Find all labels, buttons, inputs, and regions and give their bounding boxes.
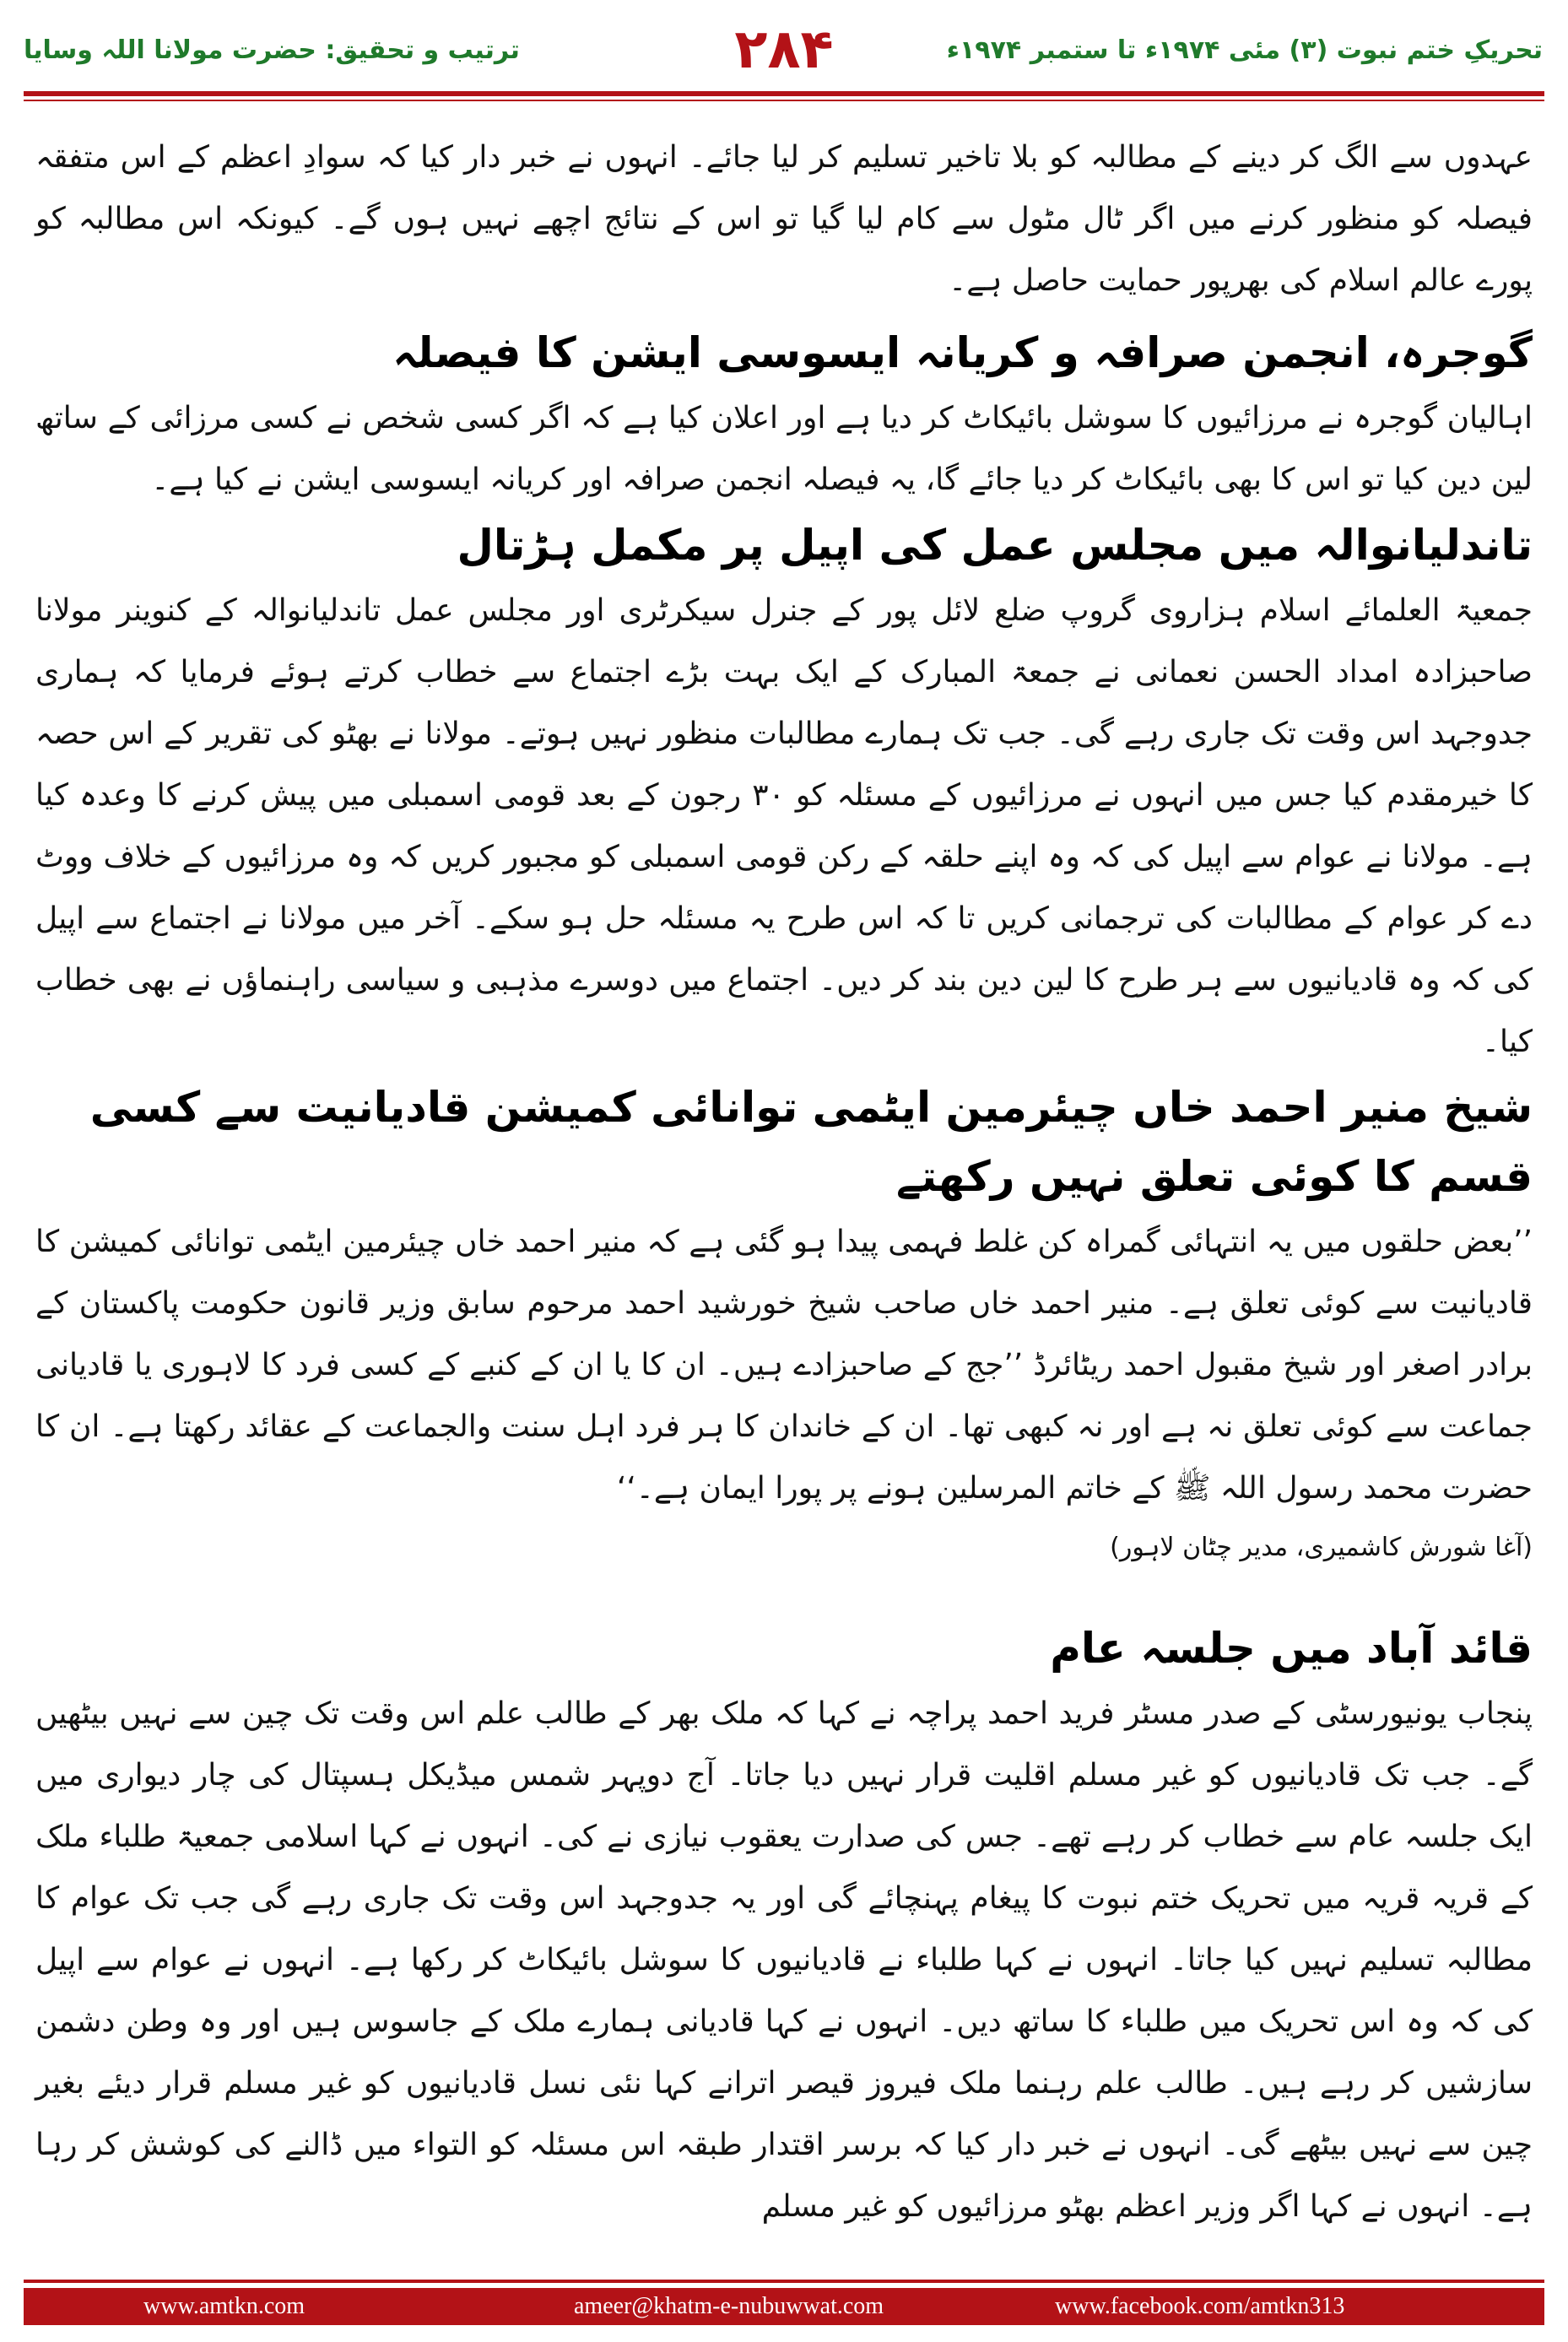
page-body — [35, 127, 1533, 2237]
footer-website-link[interactable]: www.amtkn.com — [143, 2293, 305, 2319]
header-rule-thin — [24, 100, 1544, 101]
header-rule-thick — [24, 91, 1544, 96]
section-heading-gojra: گوجرہ، انجمن صرافہ و کریانہ ایسوسی ایشن کا فیصلہ — [392, 328, 1533, 377]
paragraph-qaidabad: پنجاب یونیورسٹی کے صدر مسٹر فرید احمد پراچہ نے کہا کہ ملک بھر کے طالب علم اس وقت تک چین سے نہیں بیٹھیں گے۔ جب تک قادیانیوں کو غیر مسلم اقلیت قرار نہیں دیا جاتا۔ آج دوپہر شمس میڈیکل ہسپتال کی چار دیواری میں ایک جلسہ عام سے خطاب کر رہے تھے۔ جس کی صدارت یعقوب نیازی نے کی۔ انہوں نے کہا اسلامی جمعیۃ طلباء ملک کے قریہ قریہ میں تحریک ختم نبوت کا پیغام پہنچائے گی اور یہ جدوجہد اس وقت تک جاری رہے گی جب تک عوام کا مطالبہ تسلیم نہیں کیا جاتا۔ انہوں نے کہا طلباء نے قادیانیوں کا سوشل بائیکاٹ کر رکھا ہے۔ انہوں نے عوام سے اپیل کی کہ وہ اس تحریک میں طلباء کا ساتھ دیں۔ انہوں نے کہا قادیانی ہمارے ملک کے جاسوس ہیں اور وہ وطن دشمن سازشیں کر رہے ہیں۔ طالب علم رہنما ملک فیروز قیصر اترانے کہا نئی نسل قادیانیوں کو غیر مسلم قرار دیئے بغیر چین سے نہیں بیٹھے گی۔ انہوں نے خبر دار کیا کہ برسر اقتدار طبقہ اس مسئلہ کو التواء میں ڈالنے کی کوشش کر رہا ہے۔ انہوں نے کہا اگر وزیر اعظم بھٹو مرزائیوں کو غیر مسلم — [35, 1696, 1533, 2224]
footer-rule — [24, 2280, 1544, 2283]
continued-paragraph: عہدوں سے الگ کر دینے کے مطالبہ کو بلا تاخیر تسلیم کر لیا جائے۔ انہوں نے خبر دار کیا کہ سوادِ اعظم کے اس متفقہ فیصلہ کو منظور کرنے میں اگر ٹال مٹول سے کام لیا گیا تو اس کے نتائج اچھے نہیں ہوں گے۔ کیونکہ اس مطالبہ کو پورے عالم اسلام کی بھرپور حمایت حاصل ہے۔ — [35, 140, 1533, 298]
quote-attribution: (آغا شورش کاشمیری، مدیر چٹان لاہور) — [1110, 1533, 1533, 1562]
page-footer — [0, 2274, 1568, 2342]
paragraph-tandlianwala: جمعیۃ العلمائے اسلام ہزاروی گروپ ضلع لائل پور کے جنرل سیکرٹری اور مجلس عمل تاندلیانوالہ کے کنوینر مولانا صاحبزادہ امداد الحسن نعمانی نے جمعۃ المبارک کے ایک بہت بڑے اجتماع سے خطاب کرتے ہوئے فرمایا کہ ہماری جدوجہد اس وقت تک جاری رہے گی۔ جب تک ہمارے مطالبات منظور نہیں ہوتے۔ مولانا نے بھٹو کی تقریر کے اس حصہ کا خیرمقدم کیا جس میں انہوں نے مرزائیوں کے مسئلہ کو ۳۰ رجون کے بعد قومی اسمبلی میں پیش کرنے کا وعدہ کیا ہے۔ مولانا نے عوام سے اپیل کی کہ وہ اپنے حلقہ کے رکن قومی اسمبلی کو مجبور کریں کہ وہ مرزائیوں کے خلاف ووٹ دے کر عوام کے مطالبات کی ترجمانی کریں تا کہ اس طرح یہ مسئلہ حل ہو سکے۔ آخر میں مولانا نے اجتماع سے اپیل کی کہ وہ قادیانیوں سے ہر طرح کا لین دین بند کر دیں۔ اجتماع میں دوسرے مذہبی و سیاسی راہنماؤں نے بھی خطاب کیا۔ — [35, 593, 1533, 1059]
section-heading-munir-ahmad: شیخ منیر احمد خاں چیئرمین ایٹمی توانائی کمیشن قادیانیت سے کسی قسم کا کوئی تعلق نہیں رکھتے — [89, 1083, 1533, 1201]
section-heading-tandlianwala: تاندلیانوالہ میں مجلس عمل کی اپیل پر مکمل ہڑتال — [457, 521, 1533, 570]
footer-facebook-link[interactable]: www.facebook.com/amtkn313 — [1055, 2293, 1345, 2319]
footer-email-link[interactable]: ameer@khatm-e-nubuwwat.com — [574, 2293, 884, 2319]
page-header — [0, 0, 1568, 118]
page-number: ۲۸۴ — [734, 19, 834, 81]
compiler-credit: ترتیب و تحقیق: حضرت مولانا اللہ وسایا — [24, 35, 520, 65]
book-title: تحریکِ ختم نبوت (۳) مئی ۱۹۷۴ء تا ستمبر ۱۹۷۴ء — [946, 35, 1543, 65]
section-heading-qaidabad: قائد آباد میں جلسہ عام — [1050, 1624, 1533, 1673]
paragraph-munir-ahmad-quote: ’’بعض حلقوں میں یہ انتہائی گمراہ کن غلط فہمی پیدا ہو گئی ہے کہ منیر احمد خاں چیئرمین ایٹمی توانائی کمیشن کا قادیانیت سے کوئی تعلق ہے۔ منیر احمد خاں صاحب شیخ خورشید احمد مرحوم سابق وزیر قانون حکومت پاکستان کے برادر اصغر اور شیخ مقبول احمد ریٹائرڈ ’’جج کے صاحبزادے ہیں۔ ان کا یا ان کے کنبے کے کسی فرد کا لاہوری یا قادیانی جماعت سے کوئی تعلق نہ ہے اور نہ کبھی تھا۔ ان کے خاندان کا ہر فرد اہل سنت والجماعت کے عقائد رکھتا ہے۔ ان کا حضرت محمد رسول اللہ ﷺ کے خاتم المرسلین ہونے پر پورا ایمان ہے۔‘‘ — [35, 1225, 1533, 1506]
paragraph-gojra: اہالیان گوجرہ نے مرزائیوں کا سوشل بائیکاٹ کر دیا ہے اور اعلان کیا ہے کہ اگر کسی شخص نے کسی مرزائی کے ساتھ لین دین کیا تو اس کا بھی بائیکاٹ کر دیا جائے گا، یہ فیصلہ انجمن صرافہ اور کریانہ ایسوسی ایشن نے کیا ہے۔ — [35, 401, 1533, 497]
